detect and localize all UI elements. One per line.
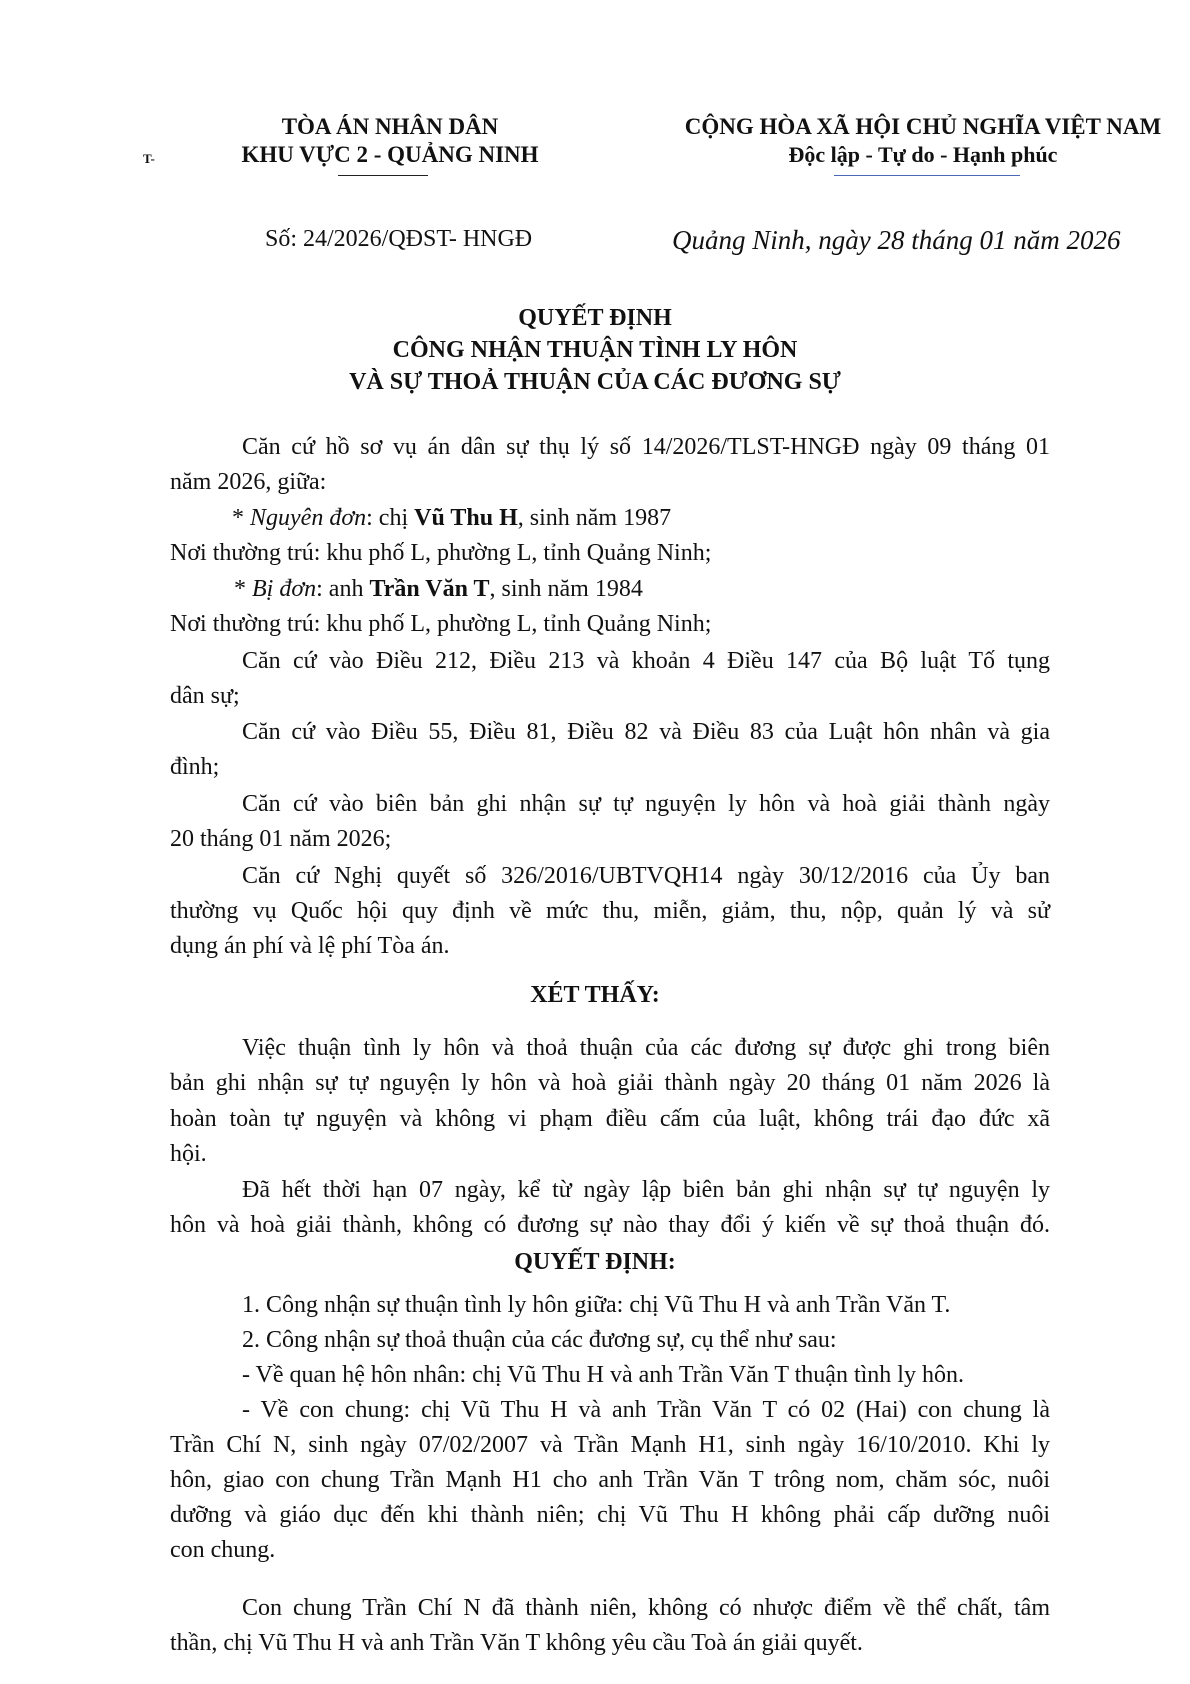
decision-children-line5: con chung.	[170, 1537, 276, 1563]
plaintiff-line: * Nguyên đơn: chị Vũ Thu H, sinh năm 1987	[232, 505, 672, 531]
findings-p1-line2: bản ghi nhận sự tự nguyện ly hôn và hoà giải thành ngày 20 tháng 01 năm 2026 là	[170, 1070, 1050, 1096]
findings-p1-line4: hội.	[170, 1141, 207, 1167]
basis-family-law-line1: Căn cứ vào Điều 55, Điều 81, Điều 82 và Điều 83 của Luật hôn nhân và gia	[242, 719, 1050, 745]
doc-subtitle-2: VÀ SỰ THOẢ THUẬN CỦA CÁC ĐƯƠNG SỰ	[349, 369, 841, 395]
basis-civil-code-line1: Căn cứ vào Điều 212, Điều 213 và khoản 4 Điều 147 của Bộ luật Tố tụng	[242, 648, 1050, 674]
basis-case-line2: năm 2026, giữa:	[170, 469, 327, 495]
findings-heading: XÉT THẤY:	[530, 982, 660, 1008]
plaintiff-address: Nơi thường trú: khu phố L, phường L, tỉnh Quảng Ninh;	[170, 540, 712, 566]
basis-family-law-line2: đình;	[170, 754, 220, 780]
findings-p2-line1: Đã hết thời hạn 07 ngày, kể từ ngày lập biên bản ghi nhận sự tự nguyện ly	[242, 1177, 1050, 1203]
decision-children-line4: dưỡng và giáo dục đến khi thành niên; chị Vũ Thu H không phải cấp dưỡng nuôi	[170, 1502, 1050, 1528]
decision-adult-child-line2: thần, chị Vũ Thu H và anh Trần Văn T không yêu cầu Toà án giải quyết.	[170, 1630, 863, 1656]
defendant-line: * Bị đơn: anh Trần Văn T, sinh năm 1984	[234, 576, 643, 602]
doc-title: QUYẾT ĐỊNH	[518, 305, 672, 331]
decision-children-line3: hôn, giao con chung Trần Mạnh H1 cho anh Trần Văn T trông nom, chăm sóc, nuôi	[170, 1467, 1050, 1493]
basis-civil-code-line2: dân sự;	[170, 683, 240, 709]
findings-p2-line2: hôn và hoà giải thành, không có đương sự nào thay đổi ý kiến về sự thoả thuận đó.	[170, 1212, 1050, 1238]
court-name-line1: TÒA ÁN NHÂN DÂN	[281, 114, 499, 139]
basis-resolution-line1: Căn cứ Nghị quyết số 326/2016/UBTVQH14 ngày 30/12/2016 của Ủy ban	[242, 863, 1050, 889]
decision-children-line1: - Về con chung: chị Vũ Thu H và anh Trần Văn T có 02 (Hai) con chung là	[242, 1397, 1050, 1423]
findings-p1-line3: hoàn toàn tự nguyện và không vi phạm điều cấm của luật, không trái đạo đức xã	[170, 1106, 1050, 1132]
decision-marriage: - Về quan hệ hôn nhân: chị Vũ Thu H và anh Trần Văn T thuận tình ly hôn.	[242, 1362, 964, 1388]
margin-mark: T-	[143, 151, 155, 166]
defendant-address: Nơi thường trú: khu phố L, phường L, tỉnh Quảng Ninh;	[170, 611, 712, 637]
document-number: Số: 24/2026/QĐST- HNGĐ	[265, 226, 533, 252]
basis-resolution-line2: thường vụ Quốc hội quy định về mức thu, miễn, giảm, thu, nộp, quản lý và sử	[170, 898, 1050, 924]
basis-resolution-line3: dụng án phí và lệ phí Tòa án.	[170, 933, 450, 959]
decision-adult-child-line1: Con chung Trần Chí N đã thành niên, không có nhược điểm về thể chất, tâm	[242, 1595, 1050, 1621]
basis-case-line1: Căn cứ hồ sơ vụ án dân sự thụ lý số 14/2026/TLST-HNGĐ ngày 09 tháng 01	[242, 434, 1050, 460]
doc-subtitle-1: CÔNG NHẬN THUẬN TÌNH LY HÔN	[392, 337, 798, 363]
nation-motto: Độc lập - Tự do - Hạnh phúc	[788, 142, 1058, 167]
motto-underline	[834, 175, 1020, 176]
findings-p1-line1: Việc thuận tình ly hôn và thoả thuận của các đương sự được ghi trong biên	[242, 1035, 1050, 1061]
court-name-line2: KHU VỰC 2 - QUẢNG NINH	[241, 142, 539, 167]
decision-heading: QUYẾT ĐỊNH:	[514, 1249, 676, 1275]
decision-children-line2: Trần Chí N, sinh ngày 07/02/2007 và Trần Mạnh H1, sinh ngày 16/10/2010. Khi ly	[170, 1432, 1050, 1458]
basis-record-line1: Căn cứ vào biên bản ghi nhận sự tự nguyện ly hôn và hoà giải thành ngày	[242, 791, 1050, 817]
decision-item-1: 1. Công nhận sự thuận tình ly hôn giữa: chị Vũ Thu H và anh Trần Văn T.	[242, 1292, 951, 1318]
decision-item-2: 2. Công nhận sự thoả thuận của các đương sự, cụ thể như sau:	[242, 1327, 837, 1353]
place-date: Quảng Ninh, ngày 28 tháng 01 năm 2026	[672, 225, 1121, 255]
court-underline	[338, 175, 428, 176]
nation-line1: CỘNG HÒA XÃ HỘI CHỦ NGHĨA VIỆT NAM	[684, 114, 1162, 139]
basis-record-line2: 20 tháng 01 năm 2026;	[170, 826, 392, 852]
